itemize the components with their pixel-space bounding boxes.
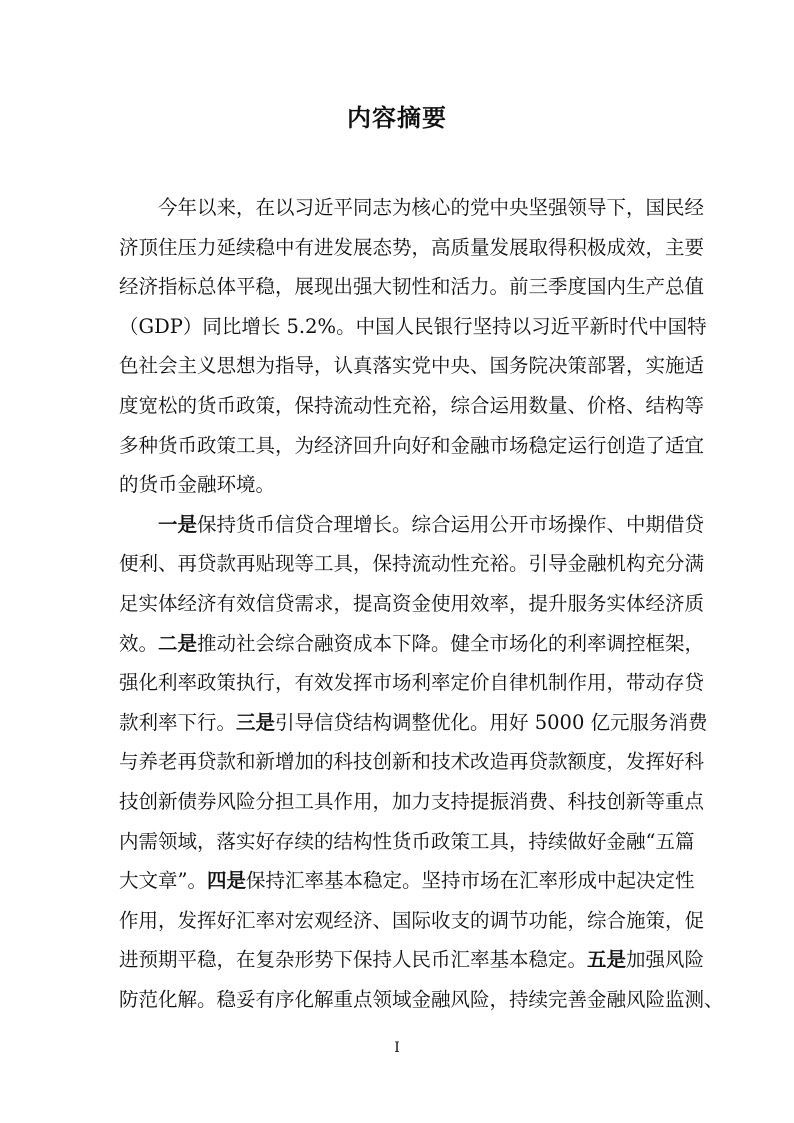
bold-lead-text: 四是 bbox=[206, 869, 246, 893]
text-line bbox=[119, 742, 705, 782]
text-run: 保持汇率基本稳定。坚持市场在汇率形成中起决定性 bbox=[246, 869, 695, 893]
bold-lead-text: 三是 bbox=[236, 710, 276, 734]
text-run: 今年以来，在以习近平同志为核心的党中央坚强领导下，国民经 bbox=[158, 196, 705, 219]
text-run: 内需领域，落实好存续的结构性货币政策工具，持续做好金融“五篇 bbox=[119, 829, 695, 853]
text-line bbox=[119, 861, 695, 901]
text-run: 大文章”。 bbox=[119, 869, 207, 893]
paragraph bbox=[119, 188, 707, 505]
text-run: 防范化解。稳妥有序化解重点领域金融风险，持续完善金融风险监测、 bbox=[119, 987, 724, 1011]
text-line bbox=[119, 584, 705, 624]
text-run: 经济指标总体平稳，展现出强大韧性和活力。前三季度国内生产总值 bbox=[119, 275, 705, 299]
text-line bbox=[119, 465, 676, 505]
text-line bbox=[119, 782, 705, 822]
text-line bbox=[119, 940, 705, 980]
text-run: （GDP）同比增长 5.2%。中国人民银行坚持以习近平新时代中国特 bbox=[119, 314, 707, 338]
text-line bbox=[119, 822, 695, 862]
text-run: 保持货币信贷合理增长。综合运用公开市场操作、中期借贷 bbox=[197, 512, 705, 536]
page-number: I bbox=[394, 1040, 400, 1056]
text-run: 足实体经济有效信贷需求，提高资金使用效率，提升服务实体经济质 bbox=[119, 591, 705, 615]
text-run: 济顶住压力延续稳中有进发展态势，高质量发展取得积极成效，主要 bbox=[119, 235, 705, 259]
text-line bbox=[119, 346, 705, 386]
text-line bbox=[119, 901, 705, 941]
text-line bbox=[119, 307, 707, 347]
text-line bbox=[119, 188, 705, 228]
text-run: 与养老再贷款和新增加的科技创新和技术改造再贷款额度，发挥好科 bbox=[119, 750, 705, 774]
text-run: 推动社会综合融资成本下降。健全市场化的利率调控框架， bbox=[197, 631, 705, 655]
text-run: 度宽松的货币政策，保持流动性充裕，综合运用数量、价格、结构等 bbox=[119, 393, 705, 417]
bold-lead-text: 一是 bbox=[158, 512, 198, 536]
text-line bbox=[119, 426, 705, 466]
text-run: 多种货币政策工具，为经济回升向好和金融市场稳定运行创造了适宜 bbox=[119, 433, 705, 457]
text-line bbox=[119, 663, 705, 703]
text-run: 引导信贷结构调整优化。用好 5000 亿元服务消费 bbox=[275, 710, 708, 734]
document-body bbox=[119, 188, 724, 1019]
text-run: 强化利率政策执行，有效发挥市场利率定价自律机制作用，带动存贷 bbox=[119, 671, 705, 695]
text-run: 加强风险 bbox=[626, 948, 705, 972]
text-line bbox=[119, 544, 705, 584]
text-run: 进预期平稳，在复杂形势下保持人民币汇率基本稳定。 bbox=[119, 948, 588, 972]
bold-lead-text: 五是 bbox=[587, 948, 627, 972]
text-run: 色社会主义思想为指导，认真落实党中央、国务院决策部署，实施适 bbox=[119, 354, 705, 378]
text-run: 技创新债券风险分担工具作用，加力支持提振消费、科技创新等重点 bbox=[119, 789, 705, 813]
text-line bbox=[119, 386, 705, 426]
page-title: 内容摘要 bbox=[347, 103, 447, 132]
text-run: 便利、再贷款再贴现等工具，保持流动性充裕。引导金融机构充分满 bbox=[119, 552, 705, 576]
text-line bbox=[119, 980, 724, 1020]
paragraph bbox=[119, 505, 724, 1020]
text-line bbox=[119, 505, 705, 545]
text-line bbox=[119, 228, 705, 268]
text-line bbox=[119, 267, 705, 307]
text-line bbox=[119, 703, 708, 743]
text-run: 款利率下行。 bbox=[119, 710, 237, 734]
text-line bbox=[119, 624, 705, 664]
text-run: 效。 bbox=[119, 631, 159, 655]
text-run: 的货币金融环境。 bbox=[119, 473, 276, 497]
bold-lead-text: 二是 bbox=[158, 631, 198, 655]
text-run: 作用，发挥好汇率对宏观经济、国际收支的调节功能，综合施策，促 bbox=[119, 908, 705, 932]
